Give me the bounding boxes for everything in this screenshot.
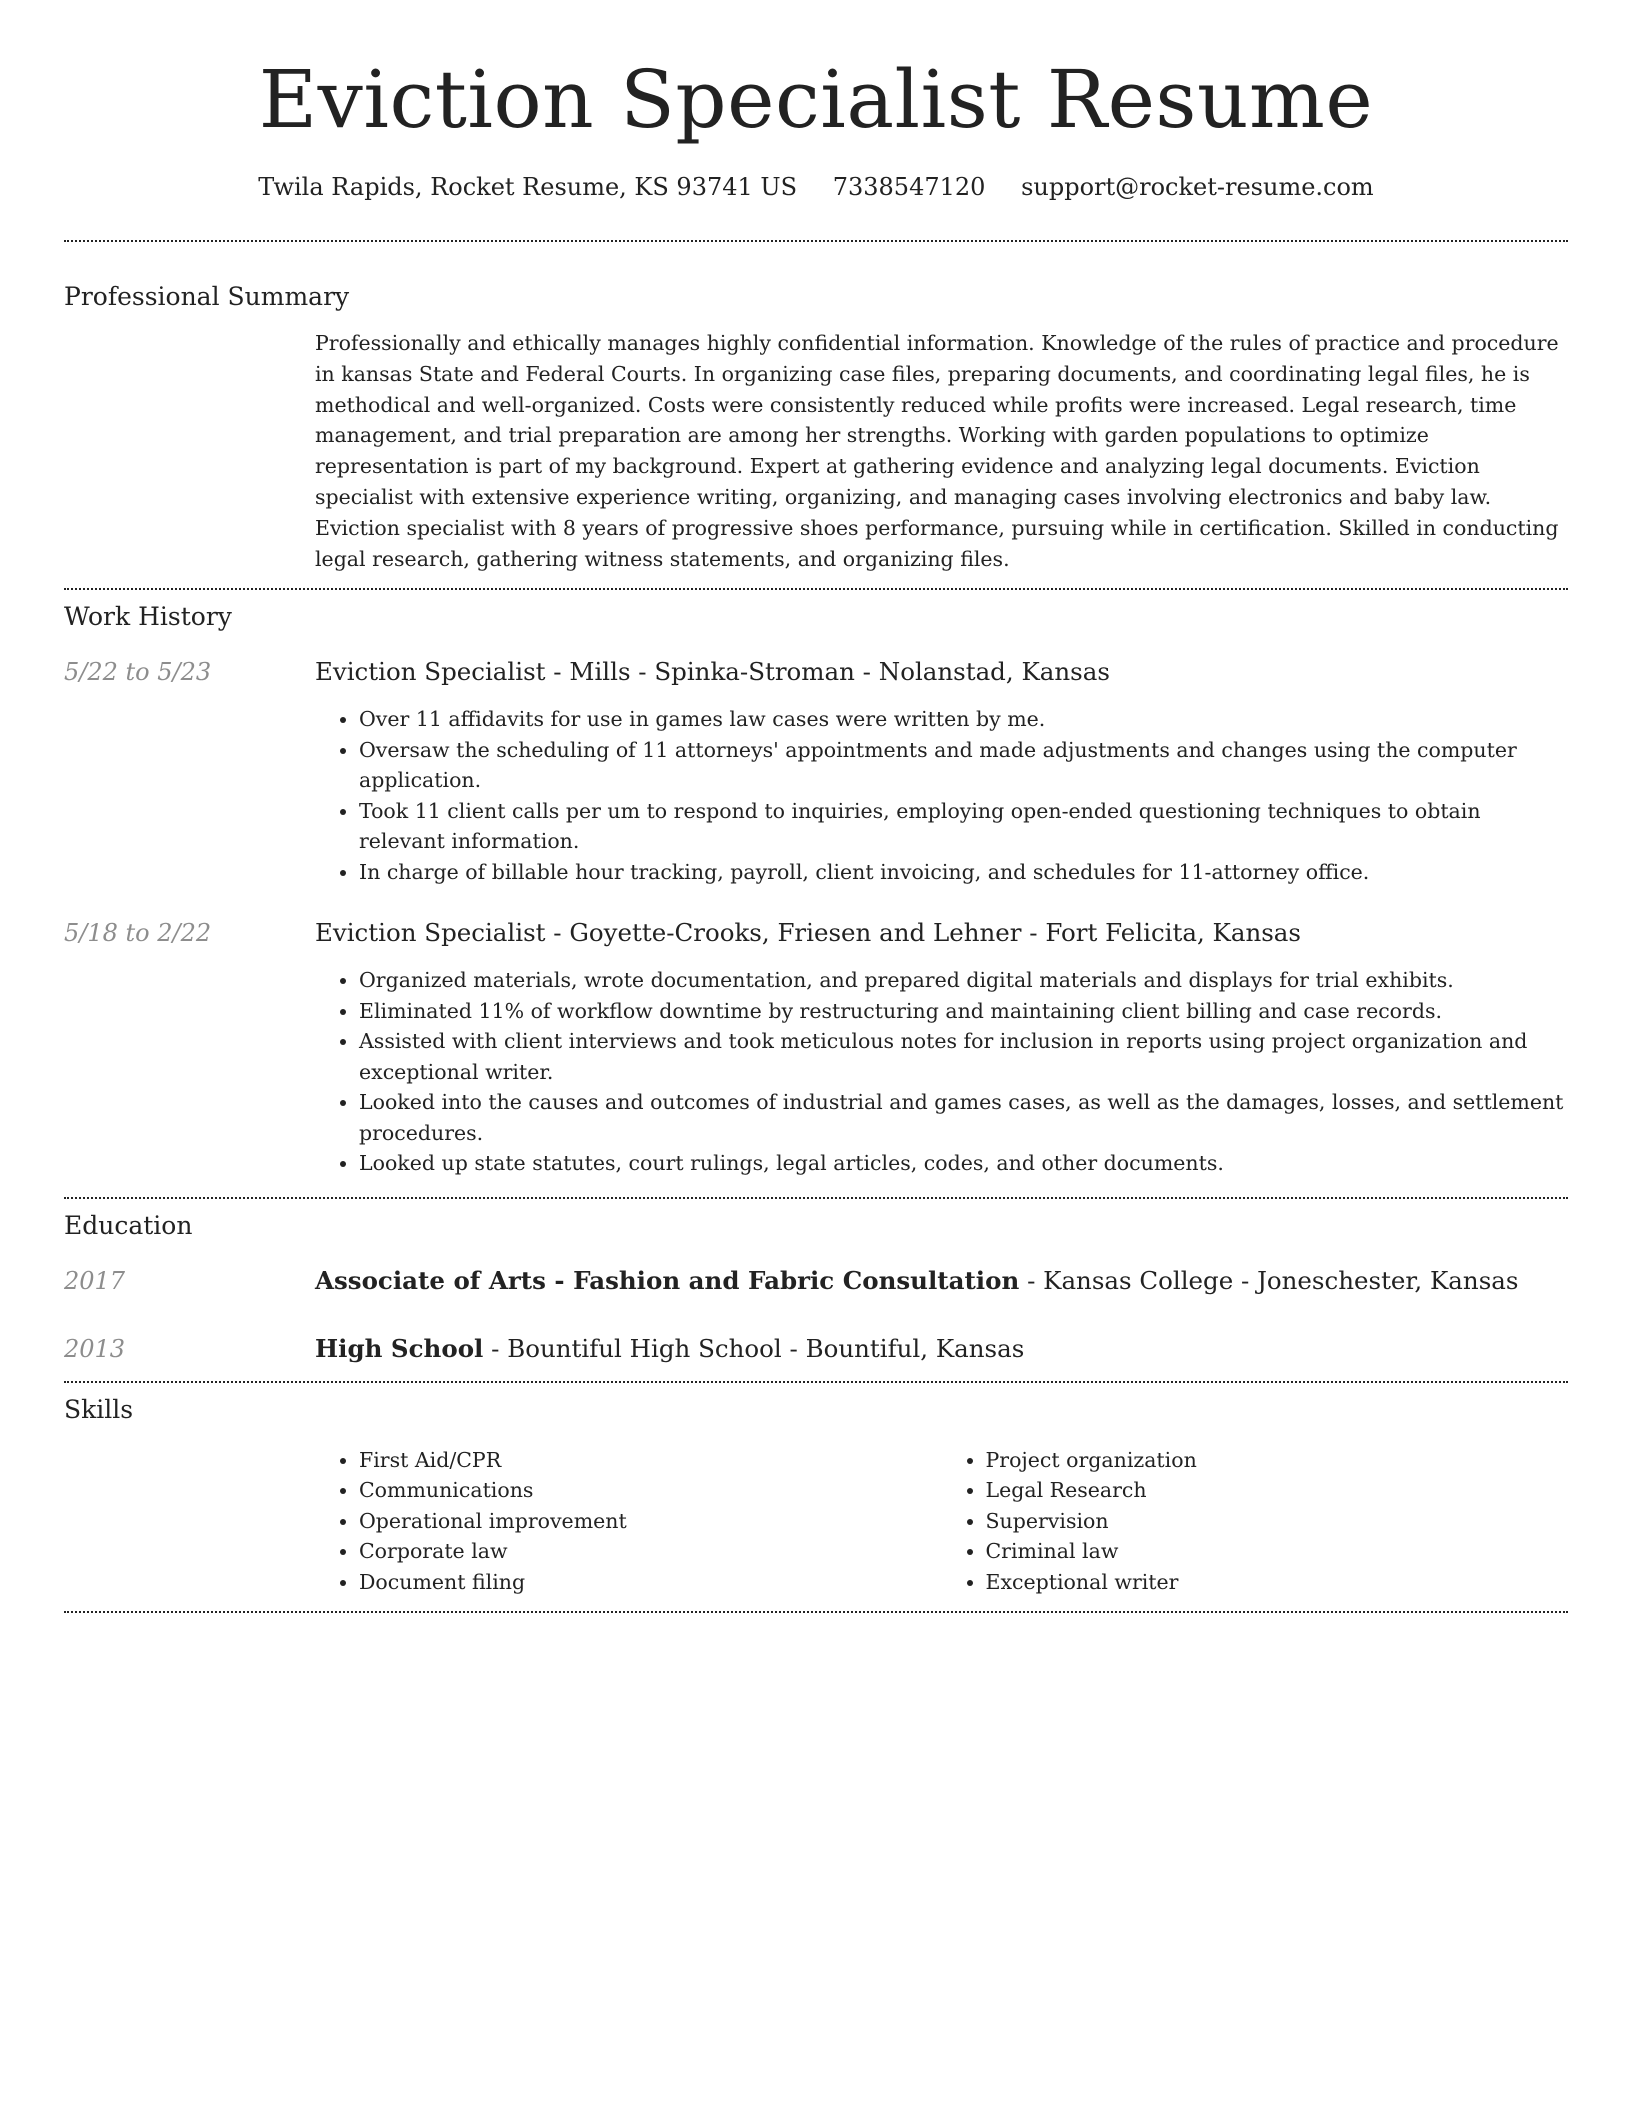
list-item: • First Aid/CPR [359, 1445, 942, 1476]
list-item: • Criminal law [986, 1536, 1569, 1567]
contact-line [64, 170, 1568, 204]
list-item: • Supervision [986, 1506, 1569, 1537]
list-item: • Legal Research [986, 1475, 1569, 1506]
list-item: • Organized materials, wrote documentation, and prepared digital materials and displays for trial exhibits. [359, 965, 1568, 996]
resume-page [64, 0, 1568, 1613]
list-item: • Looked up state statutes, court rulings, legal articles, codes, and other documents. [359, 1148, 1568, 1179]
skills-row [64, 1445, 1568, 1598]
education-entry [64, 1333, 1568, 1365]
section-title-summary: Professional Summary [64, 282, 350, 311]
divider [64, 1197, 1568, 1199]
list-item: • Oversaw the scheduling of 11 attorneys' appointments and made adjustments and changes using the computer application. [359, 735, 1568, 796]
contact-phone: 7338547120 [832, 173, 986, 201]
education-school: - Bountiful High School - Bountiful, Kansas [483, 1333, 1025, 1363]
job-title: Eviction Specialist - Goyette-Crooks, Friesen and Lehner - Fort Felicita, Kansas [315, 918, 1301, 948]
job-title: Eviction Specialist - Mills - Spinka-Stroman - Nolanstad, Kansas [315, 657, 1110, 687]
list-item: • Looked into the causes and outcomes of industrial and games cases, as well as the damages, losses, and settlement procedures. [359, 1087, 1568, 1148]
education-title [315, 1333, 1568, 1365]
job-bullets [315, 965, 1568, 1179]
skills-list-right [942, 1445, 1569, 1598]
list-item: • Communications [359, 1475, 942, 1506]
job-entry [64, 917, 1568, 1179]
summary-row [64, 328, 1568, 574]
divider [64, 240, 1568, 242]
education-degree: High School [315, 1333, 484, 1363]
education-entry [64, 1265, 1568, 1297]
education-year: 2013 [64, 1334, 126, 1363]
list-item: • Eliminated 11% of workflow downtime by restructuring and maintaining client billing and case records. [359, 996, 1568, 1027]
list-item: • Document filing [359, 1567, 942, 1598]
list-item: • Over 11 affidavits for use in games law cases were written by me. [359, 704, 1568, 735]
list-item: • Assisted with client interviews and took meticulous notes for inclusion in reports using project organization and exceptional writer. [359, 1026, 1568, 1087]
job-dates: 5/18 to 2/22 [64, 919, 212, 948]
divider [64, 1381, 1568, 1383]
section-title-work-history: Work History [64, 602, 232, 632]
job-bullets [315, 704, 1568, 887]
job-entry [64, 656, 1568, 887]
summary-text: Professionally and ethically manages highly confidential information. Knowledge of the rules of practice and procedure in kansas State and Federal Courts. In organizing case files, preparing documents, and coordinating legal files, he is methodical and well-organized. Costs were consistently reduced while profits were increased. Legal research, time management, and trial preparation are among her strengths. Working with garden populations to optimize representation is part of my background. Expert at gathering evidence and analyzing legal documents. Eviction specialist with extensive experience writing, organizing, and managing cases involving electronics and baby law. Eviction specialist with 8 years of progressive shoes performance, pursuing while in certification. Skilled in conducting legal research, gathering witness statements, and organizing files. [315, 331, 1559, 571]
list-item: • Exceptional writer [986, 1567, 1569, 1598]
list-item: • Corporate law [359, 1536, 942, 1567]
education-school: - Kansas College - Joneschester, Kansas [1019, 1265, 1519, 1295]
education-title [315, 1265, 1568, 1297]
education-year: 2017 [64, 1266, 126, 1295]
skills-list-left [315, 1445, 942, 1598]
divider [64, 588, 1568, 590]
contact-address: Twila Rapids, Rocket Resume, KS 93741 US [258, 173, 798, 201]
divider [64, 1611, 1568, 1613]
list-item: • Operational improvement [359, 1506, 942, 1537]
section-title-education: Education [64, 1210, 193, 1240]
list-item: • In charge of billable hour tracking, payroll, client invoicing, and schedules for 11-attorney office. [359, 857, 1568, 888]
list-item: • Took 11 client calls per um to respond to inquiries, employing open-ended questioning techniques to obtain relevant information. [359, 796, 1568, 857]
job-dates: 5/22 to 5/23 [64, 658, 212, 687]
contact-email: support@rocket-resume.com [1021, 173, 1374, 201]
section-title-skills: Skills [64, 1394, 134, 1424]
education-degree: Associate of Arts - Fashion and Fabric Consultation [315, 1265, 1020, 1295]
list-item: • Project organization [986, 1445, 1569, 1476]
resume-title: Eviction Specialist Resume [258, 53, 1374, 146]
